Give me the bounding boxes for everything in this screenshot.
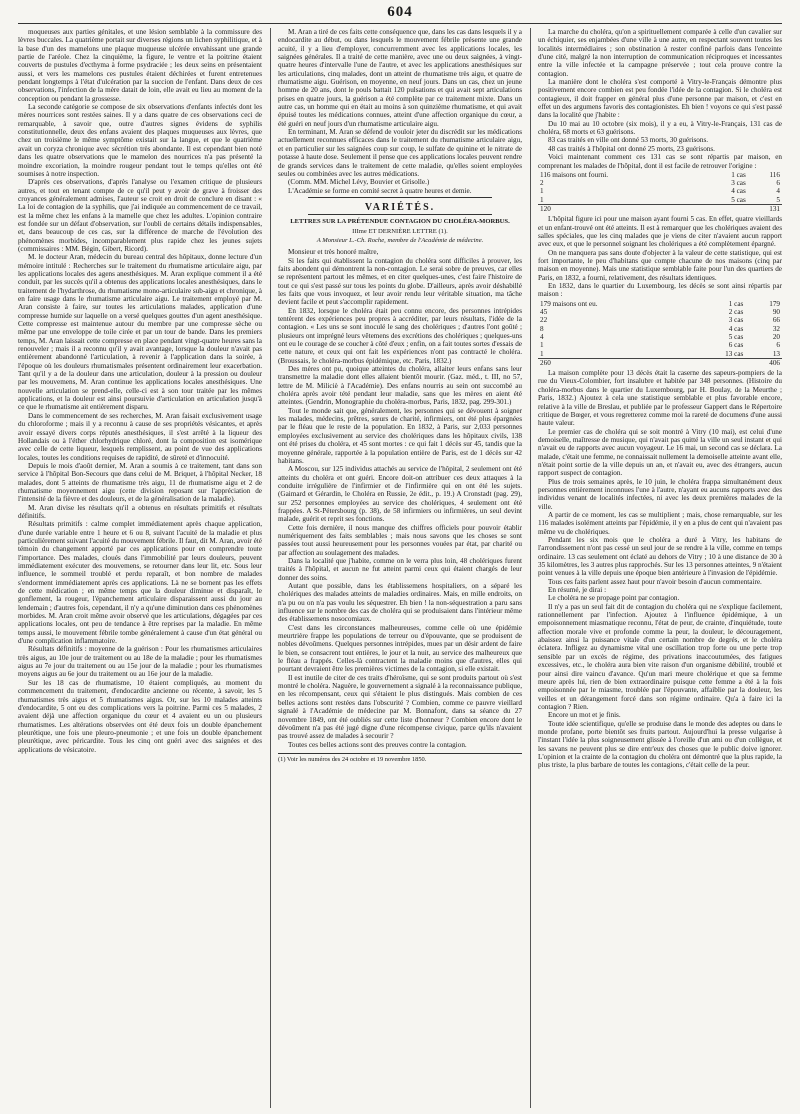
paragraph: La marche du choléra, qu'on a spirituellement comparée à celle d'un cavalier sur un échiquier, ses enjambées d'une ville à une autre, en respectant souvent toutes les localités intermédiaires ; son obstination à rester confiné parfois dans l'enceinte d'une cité, malgré la non interruption de communication réciproques et incessantes entre la ville infectée et la campagne préservée ; tout cela prouve contre la contagion. — [538, 28, 782, 78]
table-cell: 4 — [540, 332, 544, 341]
table-cell: 116 maisons ont fourni. — [540, 170, 609, 179]
table-cell: 5 cas — [728, 332, 744, 341]
academy-report-end — [278, 28, 522, 195]
paragraph: En 1832, lorsque le choléra était peu connu encore, des personnes intrépides tentèrent des expériences peu propres à accréditer, par leurs résultats, l'idée de la contagion. « Les uns se sont inoculé le sang des cholériques ; d'autres l'ont goûté ; plusieurs ont imprégné leurs vêtemens des excrétions des cholériques ; quelques-uns ont eu le courage de se coucher à côté d'eux ; enfin, on a fait toutes sortes d'essais de cette nature, et ceux qui ont fait les expériences n'ont pas contracté le choléra. (Broussais, le choléra-morbus épidémique, etc. Paris, 1832.) — [278, 306, 522, 365]
paragraph: Dans le commencement de ses recherches, M. Aran faisait exclusivement usage du chloroforme ; mais il y a reconnu à cause de ses propriétés vésicantes, et après avoir essayé divers corps réputés anesthésiques, il s'est arrêté à la liqueur des Hollandais ou à l'éther chlorhydrique chloré, dont la composition est isomérique avec celle de cette liqueur, lesquels remplissent, au point de vue des applications locales, toutes les conditions requises de rapidité, de sûreté et d'innocuité. — [18, 411, 262, 462]
table-row — [538, 308, 782, 316]
paragraph: Dans la localité que j'habite, comme on le verra plus loin, 48 cholériques furent traités à l'hôpital, et aucun ne fut atteint parmi ceux qui étaient chargés de leur donner des soins. — [278, 556, 522, 582]
paragraph: Toutes ces belles actions sont des preuves contre la contagion. — [288, 740, 467, 749]
text-block — [538, 369, 782, 770]
table-cell: 5 — [776, 195, 780, 204]
table-cell: 1 — [540, 195, 544, 204]
table-cell: 1 cas — [728, 299, 744, 308]
table-total-row — [538, 205, 782, 214]
paragraph: M. Aran divise les résultats qu'il a obtenus en résultats primitifs et résultats définitifs. — [18, 503, 262, 520]
paragraph: La seconde catégorie se compose de six observations d'enfants infectés dont les mères nourrices sont restées saines. Il y a dans quatre de ces observations ceci de remarquable, à savoir que, outre d'autres signes évidens de syphilis constitutionnelle, deux des enfans avaient des plaques muqueuses aux lèvres, que chez un troisième le même symptôme existait sur la langue, et que le quatrième avait un coryza chronique avec sécrétion très abondante. Il est cependant bien noté dans les quatre observations que le mamelon des nourrices n'a pas présenté la moindre excoriation, la moindre rougeur pendant tout le temps qu'elles ont été soumises à notre inspection. — [18, 103, 262, 178]
text-block — [538, 28, 782, 170]
table-row — [538, 171, 782, 179]
paragraph: Résultats définitifs : moyenne de la guérison : Pour les rhumatismes articulaires très aigus, au 10e jour de traitement ou au 18e de la maladie ; pour les rhumatismes aigus au 7e jour du traitement ou au 15e jour de la maladie ; pour les rhumatismes moyens aigus au 6e jour du traitement ou au 16e jour de la maladie. — [18, 645, 262, 679]
table-cell: 1 — [540, 341, 544, 350]
table-cell: 5 cas — [731, 195, 746, 204]
table-cell: 6 — [776, 341, 780, 350]
paragraph: Cette fois dernière, il nous manque des chiffres officiels pour pouvoir établir numériquement des faits semblables ; mais nous savons que les choses se sont passées tout aussi heureusement pour les personnes vouées par état, par charité ou par affection au soulagement des malades. — [278, 523, 522, 557]
column-1 — [18, 28, 262, 1110]
table-row — [538, 350, 782, 359]
total-cases: 131 — [748, 205, 782, 214]
table-cell: 4 — [776, 187, 780, 196]
table-row — [538, 187, 782, 195]
table-row — [538, 325, 782, 333]
letter-title: LETTRES SUR LA PRÉTENDUE CONTAGION DU CHOLÉRA-MORBUS. — [290, 218, 510, 226]
header-rule — [18, 23, 782, 24]
table-cell: 3 cas — [728, 316, 744, 325]
paragraph: Le choléra ne se propage point par contagion. — [548, 594, 680, 603]
paragraph: Si les faits qui établissent la contagion du choléra sont difficiles à prouver, les faits abondent qui démontrent la non-contagion. Le serai sobre de preuves, car elles se représentent partout les mêmes, et en citer quelques-unes, c'est faire l'histoire de tout ce qui s'est passé sur tous les points du globe. D'ailleurs, après avoir déshabillé les faits que vous invoquez, et leur avoir rendu leur véritable situation, ma tâche devient facile et peut s'accomplir rapidement. — [278, 256, 522, 307]
paragraph: On ne manquera pas sans doute d'objecter à la valeur de cette statistique, qui est fort importante, le peu d'habitans que compte chacune de nos maisons (cinq par maison en moyenne). Mais une statistique semblable faite pour l'un des quartiers de Paris, en 1832, a fourni, relativement, des résultats identiques. — [538, 248, 782, 282]
total-houses: 260 — [538, 358, 690, 367]
paragraph: L'hôpital figure ici pour une maison ayant fourni 5 cas. En effet, quatre vieillards et un enfant-trouvé ont été atteints. Il est à remarquer que les cholériques avaient des salles spéciales, que les cinq malades que je viens de citer n'avaient aucun rapport avec eux, et que le personnel soignant les cholériques a été complètement épargné. — [538, 215, 782, 249]
paragraph: En terminant, M. Aran se défend de vouloir jeter du discrédit sur les médications actuellement reconnues efficaces dans le traitement du rhumatisme articulaire aigu, et en particulier sur les saignées coup sur coup, le sulfate de quinine et le nitrate de potasse à haute dose. Seulement il pense que ces applications locales peuvent rendre de grands services dans le traitement de cette maladie, qu'elles soient employées seules ou combinées avec les autres médications. — [278, 128, 522, 178]
paragraph: La manière dont le choléra s'est comporté à Vitry-le-Français démontre plus positivement encore combien est peu fondée l'idée de la contagion. Si le choléra est contagieux, il doit frapper en général plus d'une personne par maison, et c'est en effet un des argumens favoris des contagionistes. Eh bien ! voyons ce qui s'est passé dans la localité que j'habite : — [538, 78, 782, 120]
table-cell: 116 — [769, 170, 780, 179]
table-row — [538, 333, 782, 341]
column-2 — [278, 28, 522, 1110]
section-rule — [308, 214, 492, 215]
paragraph: Tout le monde sait que, généralement, les personnes qui se dévouent à soigner les malades, médecins, prêtres, sœurs de charité, infirmiers, ont été plus épargnées par le fléau que le reste de la population. En 1832, à Paris, sur 2,033 personnes employées exclusivement au service des cholériques dans les hôpitaux civils, 138 ont été prises du choléra, et 45 sont mortes : ce qui fait 1 décès sur 45, tandis que la moyenne générale, rapportée à la population entière de Paris, est de 1 décès sur 42 habitans. — [278, 406, 522, 465]
paragraph: 48 cas traités à l'hôpital ont donné 25 morts, 23 guérisons. — [548, 144, 715, 153]
paragraph: Des mères ont pu, quoique atteintes du choléra, allaiter leurs enfans sans leur transmettre la maladie dont elles allaient bientôt mourir. (Gaz. méd., t. III, no 57, lettre de M. Miliciè à l'Académie). Des enfans nourris au sein ont succombé au choléra après avoir tété pendant leur maladie, sans que les mères en aient été atteintes. (Gendrin, Monographie du choléra-morbus, Paris, 1832, pag. 299-301.) — [278, 365, 522, 407]
paragraph: Pendant les six mois que le choléra a duré à Vitry, les habitans de l'arrondissement n'ont pas cessé un seul jour de se rendre à la ville, comme en temps ordinaire. 13 cas seulement ont éclaté au dehors de Vitry ; 10 à une distance de 30 à 35 kilomètres, les 3 autres plus rapprochés. Sur les 13 personnes atteintes, 9 n'étaient point venues à la ville depuis une époque bien antérieure à l'invasion de l'épidémie. — [538, 536, 782, 578]
paragraph: Du 10 mai au 10 octobre (six mois), il y a eu, à Vitry-le-Français, 131 cas de choléra, 68 morts et 63 guérisons. — [538, 119, 782, 137]
table-cell: 2 cas — [728, 308, 744, 317]
paragraph: A Moscou, sur 125 individus attachés au service de l'hôpital, 2 seulement ont été atteints du choléra et ont guéri. Encore doit-on attribuer ces deux attaques à la conduite irrégulière de l'infirmier et de l'infirmière qui en ont été les sujets. (Gaimard et Gérardin, le Choléra en Russie, 2e édit., p. 19.) A Cronstadt (pag. 29), sur 252 personnes employées au service des cholériques, 4 seulement ont été frappées. A St-Pétersbourg (p. 38), de 58 infirmiers ou infirmières, un seul devint malade, guérit et reprit ses fonctions. — [278, 465, 522, 524]
spacer-cell — [705, 205, 748, 214]
paragraph: Voici maintenant comment ces 131 cas se sont répartis par maison, en comprenant les malades de l'hôpital, dont il est facile de retrouver l'origine : — [538, 153, 782, 170]
table-row — [538, 179, 782, 187]
table-row — [538, 341, 782, 349]
table-cell: 90 — [772, 308, 780, 317]
paragraph: Sur les 18 cas de rhumatisme, 10 étaient compliqués, au moment du commencement du traitement, d'endocardite ancienne ou récente, à savoir, les 5 rhumatismes très aigus et 5 rhumatismes aigus. Or, sur les 10 malades atteints d'endocardite, 5 ont eu des complications vers la poitrine. Parmi ces 5 malades, 2 avaient déjà une affection organique du cœur et 4 avaient eu un ou plusieurs rhumatismes. Les altérations observées ont été deux fois un double épanchement pleurétique, une fois une pleuro-pneumonie ; et une fois un double épanchement pleurétique, avec péricardite. Tous les cinq ont guéri avec des saignées et des applications de vésicatoire. — [18, 678, 262, 754]
table-row — [538, 300, 782, 308]
paragraph: (Comm. MM. Michel Lévy, Bouvier et Grisolle.) — [288, 178, 430, 187]
deaths-by-house-table — [538, 300, 782, 367]
table-cell: 66 — [772, 316, 780, 325]
text-block — [538, 215, 782, 298]
table-cell: 6 — [776, 179, 780, 188]
table-cell: 45 — [540, 308, 548, 317]
table-cell: 179 maisons ont eu. — [540, 299, 598, 308]
paragraph: M. Aran a tiré de ces faits cette conséquence que, dans les cas dans lesquels il y a endocardite au début, ou dans lesquels le mouvement fébrile présente une grande acuité, il y a lieu d'employer, concurremment avec les applications locales, les saignées générales. Il a traité de cette manière, avec une ou deux saignées, à vingt-quatre heures d'intervalle l'une de l'autre, et avec les applications anesthésiques sur les articulations, cinq malades, dont un atteint de rhumatisme très aigu, et quatre de rhumatisme aigu. Guérison, en moyenne, en neuf jours. Dans un cas, chez un jeune homme de 20 ans, dont le pouls battait 120 pulsations et qui avait sept articulations prises en quatre jours, la guérison a été complète par ce traitement mixte. Dans un autre cas, un homme qui en était au moins à son quinzième rhumatisme, et qui avait épuisé toutes les médications connues, atteint d'une affection organique du cœur, a été guéri en neuf jours d'un rhumatisme articulaire aigu. — [278, 28, 522, 128]
table-cell: 3 cas — [731, 179, 746, 188]
table-total-row — [538, 358, 782, 367]
paragraph: A partir de ce moment, les cas se multiplient ; mais, chose remarquable, sur les 116 malades isolément atteints par l'épidémie, il y en a plus de cent qui n'avaient pas même vu de cholériques. — [538, 510, 782, 536]
paragraph: C'est dans les circonstances malheureuses, comme celle où une épidémie meurtrière frappe les populations de terreur ou d'épouvante, que se produisent de nobles dévoûmens. Quelques personnes intrépides, mues par un désir ardent de faire le bien, se consacrent tout entières, le jour et la nuit, au service des malheureux que le fléau a frappés. Celles-là contractent la maladie moins que d'autres, elles qui pourtant devraient être les premières victimes de la contagion, si elle existait. — [278, 623, 522, 674]
paragraph: 83 cas traités en ville ont donné 53 morts, 30 guérisons. — [548, 136, 709, 145]
table-cell: 6 cas — [728, 341, 744, 350]
footnote: (1) Voir les numéros des 24 octobre et 19 novembre 1850. — [278, 753, 522, 764]
total-houses: 120 — [538, 205, 705, 214]
paragraph: Toute idée scientifique, qu'elle se produise dans le monde des adeptes ou dans le monde profane, porte bientôt ses fruits partout. Aujourd'hui la presse vulgarise à l'instant l'idée la plus soigneusement glissée à l'oreille d'un ami ou d'un collègue, et les savans ne peuvent plus se dire entr'eux des choses que le public doive ignorer. L'opinion et la crainte de la contagion du choléra ont démontré que la plus rapide, la plus triste, la plus barbare de toutes les contagions, c'était celle de la peur. — [538, 719, 782, 770]
table-cell: 179 — [769, 299, 780, 308]
table-cell: 2 — [540, 179, 544, 188]
page-number: 604 — [387, 4, 413, 20]
letter-address: A Monsieur L.-Ch. Roche, membre de l'Académie de médecine. — [316, 236, 484, 244]
cases-by-house-table — [538, 171, 782, 213]
table-cell: 4 cas — [731, 187, 746, 196]
paragraph: Il est inutile de citer de ces traits d'héroïsme, qui se sont produits partout où s'est montré le choléra. Naguère, le gouvernement a signalé à la reconnaissance publique, en les récompensant, ceux qui s'étaient le plus distingués. Mais combien de ces belles actions sont restées dans l'obscurité ? Combien, comme ce pauvre vieillard signalé à l'Académie de médecine par M. Bonnafont, dans sa séance du 27 novembre 1849, ont été oubliés sur cette liste d'honneur ? Combien encore dont le dévoûment n'a pas été jugé digne d'une récompense civique, parce qu'ils n'avaient pas trouvé assez de malades à secourir ? — [278, 673, 522, 741]
table-row — [538, 196, 782, 205]
table-cell: 8 — [540, 324, 544, 333]
section-rule — [308, 197, 492, 198]
paragraph: Autant que possible, dans les établissemens hospitaliers, on a séparé les cholériques des malades atteints de maladies ordinaires. Mais, en mille endroits, on n'a pu ou on n'a pas voulu les séquestrer. Eh bien ! la non-séquestration a paru sans influence sur le nombre des cas de choléra qui se produisaient dans l'intérieur même des établissemens nosocomiaux. — [278, 582, 522, 624]
paragraph: En résumé, je dirai : — [548, 586, 607, 595]
column-divider — [270, 28, 271, 1108]
letter-body — [278, 248, 522, 749]
table-cell: 13 cas — [725, 349, 744, 358]
column-3 — [538, 28, 782, 1110]
spacer-cell — [690, 358, 745, 367]
paragraph: Il n'y a pas un seul fait dit de contagion du choléra qui ne s'explique facilement, rationnellement par l'infection. Ajoutez à l'influence épidémique, à un empoisonnement miasmatique reconnu, l'état de peur, de crainte, d'inquiétude, toute affection morale vive et profonde comme la peur, la douleur, le découragement, abaissez ainsi la puissance vitale d'un certain nombre de degrés, et le choléra éclatera. Infligez au dynamisme vital une oscillation trop forte ou une perte trop sensible par un excès de régime, des privations inaccoutumées, des fatigues excessives, etc., le choléra aura bien vite raison d'un organisme débilité, troublé et pour ainsi dire vaincu d'avance. Qu'un mari meure cholérique et que sa femme meure après lui, rien de bien extraordinaire puisque cette femme a été à la fois empoisonnée par le miasme, troublée par l'épouvante, affaiblie par la douleur, les veilles et un dérangement forcé dans son régime ordinaire. Qu'a à faire ici la contagion ? Rien. — [538, 602, 782, 711]
paragraph: La maison complète pour 13 décès était la caserne des sapeurs-pompiers de la rue du Vieux-Colombier, fort insalubre et habitée par 348 personnes. (Histoire du choléra-morbus dans le quartier du Luxembourg, par H. Boulay, de la Meurthe ; Paris, 1832.) Ajoutez à cela une statistique semblable et plus favorable encore, relative à la ville de Breslau, et publiée par le professeur Gappert dans le Répertoire critique de Bœger, et vous regretterez comme moi la rareté de documens d'une aussi haute valeur. — [538, 369, 782, 428]
total-cases: 406 — [745, 358, 782, 367]
paragraph: Depuis le mois d'août dernier, M. Aran a soumis à ce traitement, tant dans son service à l'hôpital Bon-Secours que dans celui de M. Briquet, à l'hôpital Necker, 18 malades, dont 5 atteints de rhumatisme très aigu, 11 de rhumatisme aigu et 2 de rhumatisme moyennement aigu (cette division reposant sur l'appréciation de l'intensité de la fièvre et des douleurs, et de la généralisation de la maladie). — [18, 461, 262, 504]
table-cell: 20 — [772, 332, 780, 341]
paragraph: Résultats primitifs : calme complet immédiatement après chaque application, d'une durée variable entre 1 heure et 6 ou 8, suivant l'acuité de la maladie et plus particulièrement suivant l'acuité du mouvement fébrile. Il faut, dit M. Aran, avoir été témoin du changement apporté par ces applications pour en comprendre toute l'importance. Des malades, cloués dans l'immobilité par leurs douleurs, peuvent immédiatement exécuter des mouvemens, se retourner dans leur lit, etc. Sous leur influence, le sommeil troublé et perdu reparaît, et bon nombre de malades s'endorment immédiatement après ces applications. Là ne se bornent pas les effets de cette médication ; en même temps que la douleur diminue et disparaît, le gonflement, la rougeur, l'épanchement articulaire disparaissent aussi du jour au lendemain ; d'autres fois, cependant, il n'y a qu'une diminution dans ces phénomènes morbides. M. Aran croit même avoir observé que les articulations, dégagées par ces applications locales, ont peu de tendance à être reprises par la maladie. En même temps aussi, le mouvement fébrile tombe généralement à cause d'un état général ou d'une complication inflammatoire. — [18, 520, 262, 646]
paragraph: moqueuses aux parties génitales, et une lésion semblable à la commissure des lèvres buccales. La quatrième portait sur diverses régions un lichen syphilitique, et à la base d'un des mamelons une plaque muqueuse ulcérée envahissant une grande partie de l'aréole. Chez la cinquième, la figure, le ventre et la poitrine étaient couverts de pustules d'ecthyma à forme psydraciée ; les deux seins en présentaient aussi, et vers les mamelons ces pustules étaient déchirées et furent entretenues pendant longtemps à l'état d'ulcération par la succion de l'enfant. Dans deux de ces observations, l'infection de la mère datait de loin, elle avait eu lieu au moment de la conception ou pendant la grossesse. — [18, 28, 262, 103]
paragraph: D'après ces observations, d'après l'analyse ou l'examen critique de plusieurs autres, et tout en tenant compte de ce qu'il peut y avoir de grave à froisser des croyances généralement admises, l'auteur se croit en droit de conclure en disant : « La loi de contagion de la syphilis, que j'ai indiquée au commencement de ce travail, est la même chez les enfans à la mamelle que chez les adultes. L'opinion contraire est fondée sur un défaut d'observation, sur l'oubli de certains détails indispensables, et, dans beaucoup de ces cas, sur la différence de marche de l'évolution des phénomènes morbides, incomparablement plus rapide chez les jeunes sujets (commissaires : MM. Bégin, Gibert, Ricord). — [18, 178, 262, 253]
section-title: VARIÉTÉS. — [364, 201, 436, 213]
paragraph: Monsieur et très honoré maître, — [288, 248, 379, 257]
table-row — [538, 316, 782, 324]
table-cell: 4 cas — [728, 324, 744, 333]
letter-subtitle: IIIme ET DERNIÈRE LETTRE (1). — [352, 227, 448, 235]
table-cell: 1 — [540, 187, 544, 196]
paragraph: Plus de trois semaines après, le 10 juin, le choléra frappa simultanément deux personnes entièrement inconnues l'une à l'autre, n'ayant eu aucuns rapports avec des individus venant de localités infectées, ni avec les deux premières malades de la ville. — [538, 477, 782, 511]
paragraph: En 1832, dans le quartier du Luxembourg, les décès se sont ainsi répartis par maison : — [538, 282, 782, 299]
column-divider — [530, 28, 531, 1108]
paragraph: Le premier cas de choléra qui se soit montré à Vitry (10 mai), est celui d'une demoiselle, maîtresse de musique, qui n'avait pas quitté la ville un seul instant et qui n'avait eu de rapports avec aucun voyageur. Le 16 mai, un second cas se déclara. La malade, c'était une femme, ne connaissait nullement la demoiselle atteinte avant elle, n'était point sortie de la ville depuis un an, et n'avait eu, avec des étrangers, aucun rapport suspect de contagion. — [538, 427, 782, 478]
table-cell: 32 — [772, 324, 780, 333]
paragraph: Tous ces faits parlent assez haut pour n'avoir besoin d'aucun commentaire. — [548, 577, 762, 586]
paragraph: M. le docteur Aran, médecin du bureau central des hôpitaux, donne lecture d'un mémoire intitulé : Recherches sur le traitement du rhumatisme articulaire aigu, par les applications locales des agens anesthésiques. M. Aran explique comment il a été conduit, par les succès qu'il a obtenus des applications locales anesthésiques, dans le traitement de l'hydarthrose, du rhumatisme mono-articulaire sub-aigu et chronique, à en faire usage dans le rhumatisme articulaire aigu. Le traitement employé par M. Aran consiste à faire, sur toutes les articulations malades, application d'une compresse humide sur laquelle on a versé quelques gouttes d'un agent anesthésique. Cette compresse est maintenue autour du membre par une compresse sèche ou même par une enveloppe de toile cirée et par un tour de bande. Dans les premiers temps, M. Aran laissait cette compresse en place pendant vingt-quatre heures sans la renouveler ; mais il a reconnu qu'il y avait avantage, lorsque la douleur n'avait pas entièrement abandonné l'articulation, à revenir à l'application dans la soirée, à l'époque où les douleurs rhumatismales présentent ordinairement leur exacerbation. Tant qu'il y a de la douleur dans une articulation, douleur à la pression ou douleur par les mouvemens, M. Aran continue les applications locales anesthésiques. Une nouvelle articulation se prend-elle, celle-ci est à son tour traitée par les mêmes applications, et la douleur est ainsi poursuivie d'articulation en articulation jusqu'à ce que le rhumatisme ait entièrement disparu. — [18, 253, 262, 412]
table-cell: 13 — [772, 349, 780, 358]
paragraph: L'Académie se forme en comité secret à quatre heures et demie. — [288, 186, 472, 195]
table-cell: 1 — [540, 349, 544, 358]
paragraph: Encore un mot et je finis. — [548, 711, 621, 720]
table-cell: 1 cas — [731, 170, 746, 179]
table-cell: 22 — [540, 316, 548, 325]
